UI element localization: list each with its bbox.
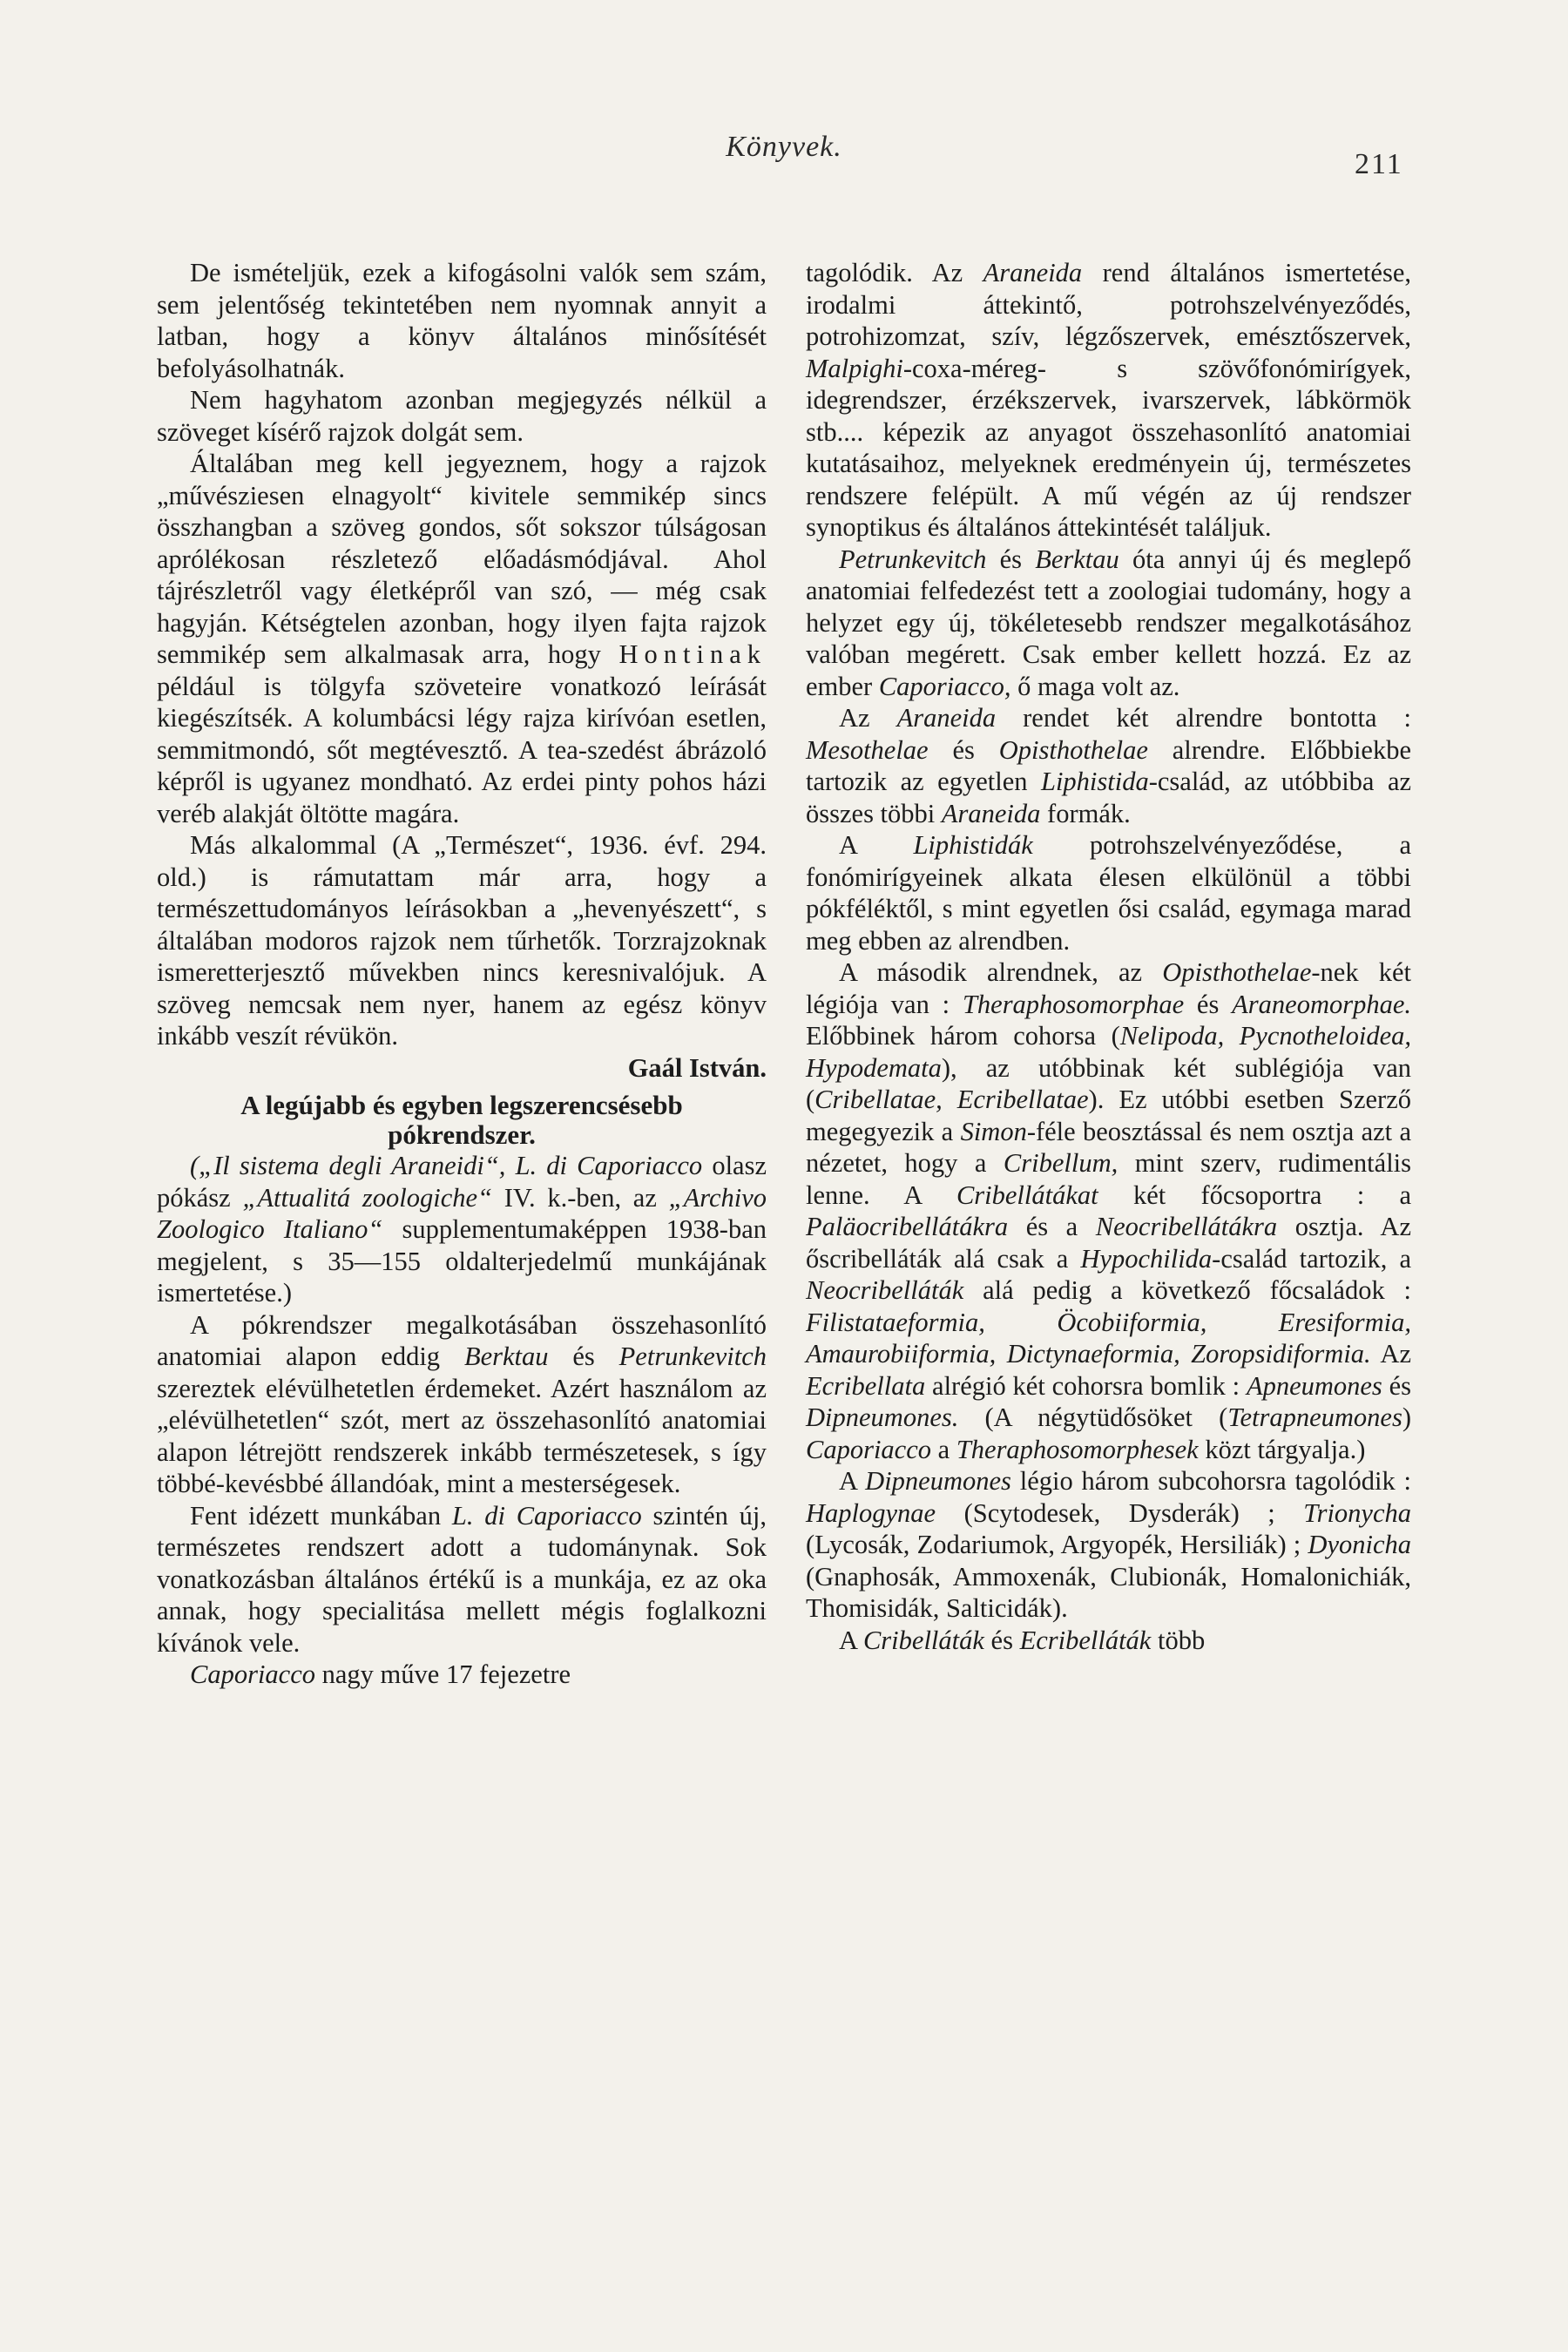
r5-d: Theraphosomorphae bbox=[962, 989, 1185, 1019]
review-signature: Gaál István. bbox=[627, 1052, 767, 1083]
p5-name-petrunkevitch: Petrunkevitch bbox=[618, 1342, 767, 1371]
r2-c: Berktau bbox=[1035, 544, 1119, 574]
p5-rest: szereztek elévülhetetlen érdemeket. Azért használom az „elévülhetetlen“ szót, mert az összehasonlító anatomiai alapon létrejött rendszerek inkább természetesek, s így többé-kevésbbé állandóak, mint a mesterségesek. bbox=[157, 1373, 767, 1498]
r5-q: két főcsoportra : bbox=[1132, 1179, 1365, 1210]
r5-s: Paläocribellátákra bbox=[806, 1212, 1009, 1241]
left-paragraph-3 bbox=[157, 448, 767, 829]
r5-ll: Theraphosomorphesek bbox=[956, 1434, 1199, 1464]
r5-families: Filistataeformia, Öcobiiformia, Eresiformia, Amaurobiiformia, Dictynaeformia, Zoropsidiformia. bbox=[806, 1307, 1411, 1369]
r5-i: ), az utóbbinak két sublégiója van ( bbox=[806, 1052, 1411, 1114]
left-paragraph-3-text: Általában meg kell jegyeznem, hogy a rajzok „művésziesen elnagyolt“ kivitele semmikép sincs összhangban a szöveg gondos, sőt sokszor túlságosan aprólékosan részletező előadásmódjával. Ahol tájrészletről vagy életképről van szó, — még csak hagyján. Kétségtelen azonban, hogy ilyen fajta rajzok semmikép sem alkalmasak arra, hogy bbox=[157, 449, 767, 669]
r5-v: osztja. Az őscribelláták alá csak a bbox=[806, 1212, 1411, 1274]
r7-c: és bbox=[990, 1625, 1013, 1655]
r2-b: és bbox=[999, 544, 1022, 574]
r5-jj: Caporiacco bbox=[806, 1434, 932, 1464]
author-name-honti: Hontinak bbox=[618, 639, 767, 669]
r3-e: és bbox=[952, 734, 975, 765]
r3-k: formák. bbox=[1047, 798, 1131, 828]
r1-b: Araneida bbox=[983, 258, 1083, 287]
section-title-line-2: pókrendszer. bbox=[388, 1119, 536, 1150]
r1-c: rend általános ismertetése, irodalmi áttekintő, potrohszelvényeződés, potrohizomzat, szív, légzőszervek, emésztőszervek, bbox=[806, 258, 1411, 351]
r6-f: Trionycha bbox=[1303, 1497, 1411, 1528]
p6-text: Fent idézett munkában bbox=[190, 1500, 442, 1531]
right-paragraph-1 bbox=[806, 257, 1411, 544]
r5-t: és a bbox=[1025, 1212, 1078, 1241]
p7-rest: nagy műve 17 fejezetre bbox=[321, 1659, 571, 1689]
r4-a: A bbox=[839, 830, 857, 860]
bibliographic-reference bbox=[157, 1150, 767, 1309]
r5-aa: Az bbox=[1380, 1339, 1411, 1369]
r7-d: Ecribelláták bbox=[1019, 1625, 1152, 1655]
r6-g: (Lycosák, Zodariumok, Argyopék, Hersiliák) ; bbox=[806, 1530, 1301, 1559]
p7-name: Caporiacco bbox=[190, 1659, 316, 1689]
r2-e: Caporiacco, bbox=[878, 671, 1011, 701]
r6-e: (Scytodesek, Dysderák) ; bbox=[963, 1497, 1275, 1528]
r5-o: mint szerv, rudimentális lenne. A bbox=[806, 1148, 1412, 1210]
left-paragraph-3-rest: például is tölgyfa szöveteire vonatkozó leírását kiegészítsék. A kolumbácsi légy rajza kirívóan esetlen, semmitmondó, sőt megtévesztő. A tea-szedést ábrázoló képről is ugyanez mondható. Az erdei pinty pohos házi veréb alakját öltötte magára. bbox=[157, 671, 767, 828]
r7-e: több bbox=[1157, 1625, 1206, 1655]
ref-text-2: IV. k.-ben, az bbox=[504, 1182, 657, 1213]
r4-c: potrohszelvényeződése, a fonómirígyeinek alkata élesen elkülönül a többi pókféléktől, s mint egyetlen ősi család, egymaga marad meg ebben az alrendben. bbox=[806, 830, 1411, 956]
r5-g: Előbbinek három cohorsa ( bbox=[806, 1021, 1120, 1051]
left-column bbox=[157, 257, 767, 1691]
r5-n: Cribellum, bbox=[1003, 1148, 1119, 1178]
r5-e: és bbox=[1196, 989, 1220, 1019]
right-paragraph-5 bbox=[806, 956, 1411, 1465]
p6-rest: szintén új, természetes rendszert adott a tudománynak. Sok vonatkozásban általános értékű is a munkája, ez az oka annak, hogy specialitása mellett mégis foglalkozni kívánok vele. bbox=[157, 1500, 767, 1658]
r3-a: Az bbox=[839, 703, 870, 733]
r5-ii: ) bbox=[1402, 1402, 1411, 1432]
r6-d: Haplogynae bbox=[806, 1497, 936, 1528]
r1-a: tagolódik. Az bbox=[806, 258, 963, 287]
right-paragraph-3 bbox=[806, 702, 1411, 829]
p5-name-berktau: Berktau bbox=[463, 1342, 549, 1371]
r3-b: Araneida bbox=[896, 703, 997, 733]
right-paragraph-4 bbox=[806, 829, 1411, 956]
r3-i: -család, az utóbbiba az összes többi bbox=[806, 767, 1412, 828]
r6-c: légio három subcohorsra tagolódik : bbox=[1019, 1466, 1411, 1496]
r3-c: rendet két alrendre bontotta : bbox=[1023, 703, 1411, 733]
r1-e: -coxa-méreg- s szövőfonómirígyek, idegrendszer, érzékszervek, ivarszervek, lábkörmök stb.... képezik az anyagot összehasonlító anatomiai kutatásaihoz, melyeknek eredményein új, természetes rendszere felépült. A mű végén az új rendszer synoptikus és általános áttekintését találjuk. bbox=[806, 353, 1411, 542]
right-column bbox=[806, 257, 1411, 1656]
section-title-line-1: A legújabb és egyben legszerencsésebb bbox=[240, 1090, 683, 1120]
r5-c: -nek két légiója van : bbox=[806, 957, 1411, 1019]
r5-z: alá pedig a következő főcsaládok : bbox=[983, 1275, 1411, 1305]
r6-b: Dipneumones bbox=[865, 1466, 1011, 1496]
r3-d: Mesothelae bbox=[806, 734, 929, 765]
ref-journal-1: „Attualitá zoologiche“ bbox=[242, 1182, 493, 1213]
r2-d: óta annyi új és meglepő anatomiai felfedezést tett a zoologiai tudomány, hogy a helyzet egy új, tökéletesebb rendszer megalkotásához valóban megérett. Csak ember kellett hozzá. Ez az ember bbox=[806, 544, 1412, 701]
r5-a: A második alrendnek, az bbox=[839, 957, 1143, 987]
p6-name: L. di Caporiacco bbox=[451, 1500, 642, 1531]
running-title: Könyvek. bbox=[726, 131, 842, 163]
r6-i: (Gnaphosák, Ammoxenák, Clubionák, Homalonichiák, Thomisidák, Salticidák). bbox=[806, 1561, 1411, 1623]
r7-a: A bbox=[839, 1625, 857, 1655]
r5-l: Simon bbox=[960, 1116, 1027, 1146]
r3-f: Opisthothelae bbox=[998, 734, 1148, 765]
r5-ff: Dipneumones. bbox=[806, 1402, 959, 1432]
r5-j: Cribellatae, Ecribellatae bbox=[814, 1085, 1089, 1114]
right-paragraph-2 bbox=[806, 544, 1411, 703]
p5-and: és bbox=[572, 1342, 595, 1371]
r5-bb: Ecribellata bbox=[806, 1370, 926, 1401]
r5-w: Hypochilida bbox=[1080, 1243, 1213, 1274]
r6-a: A bbox=[839, 1466, 857, 1496]
p5-text: A pókrendszer megalkotásában összehasonlító anatomiai alapon eddig bbox=[157, 1309, 767, 1371]
page-number: 211 bbox=[1355, 148, 1403, 180]
r5-y: Neocribelláták bbox=[806, 1275, 964, 1305]
ref-text-1: olasz pókász bbox=[157, 1151, 767, 1213]
left-paragraph-5 bbox=[157, 1309, 767, 1500]
r3-j: Araneida bbox=[941, 798, 1041, 828]
left-paragraph-1: De ismételjük, ezek a kifogásolni valók sem szám, sem jelentőség tekintetében nem nyomnak annyit a latban, hogy a könyv általános minősítését befolyásolhatnák. bbox=[157, 258, 767, 383]
r5-p: Cribellátákat bbox=[956, 1179, 1098, 1210]
r5-dd: Apneumones bbox=[1246, 1370, 1382, 1401]
r5-gg: (A négytüdősöket ( bbox=[984, 1402, 1228, 1432]
r5-b: Opisthothelae bbox=[1162, 957, 1312, 987]
r5-f: Araneomorphae. bbox=[1232, 989, 1412, 1019]
r5-m: -féle beosztással és nem osztja azt a nézetet, hogy a bbox=[806, 1116, 1412, 1178]
r2-a: Petrunkevitch bbox=[839, 544, 987, 574]
r4-b: Liphistidák bbox=[913, 830, 1033, 860]
r2-f: ő maga volt az. bbox=[1017, 671, 1180, 701]
r6-h: Dyonicha bbox=[1308, 1530, 1411, 1559]
r5-r: a bbox=[1399, 1179, 1412, 1210]
r1-d: Malpighi bbox=[806, 353, 903, 383]
r3-g: alrendre. Előbbiekbe tartozik az egyetlen bbox=[806, 734, 1412, 796]
r5-u: Neocribellátákra bbox=[1095, 1212, 1278, 1241]
left-paragraph-4: Más alkalommal (A „Természet“, 1936. évf. 294. old.) is rámutattam már arra, hogy a természettudományos leírásokban a „hevenyészett“, s általában modoros rajzok nem tűrhetők. Torzrajzoknak ismeretterjesztő művekben nincs keresnivalójuk. A szöveg nemcsak nem nyer, hanem az egész könyv inkább veszít révükön. bbox=[157, 830, 767, 1051]
r5-ee: és bbox=[1389, 1370, 1412, 1401]
left-paragraph-6 bbox=[157, 1500, 767, 1659]
r5-hh: Tetrapneumones bbox=[1227, 1402, 1402, 1432]
r5-cc: alrégió két cohorsra bomlik : bbox=[932, 1370, 1240, 1401]
left-paragraph-7 bbox=[157, 1659, 767, 1691]
ref-text-3: supplementumaképpen 1938-ban megjelent, s 35—155 oldalterjedelmű munkájának ismertetése.) bbox=[157, 1214, 767, 1308]
left-paragraph-2: Nem hagyhatom azonban megjegyzés nélkül a szöveget kísérő rajzok dolgát sem. bbox=[157, 385, 767, 447]
right-paragraph-7 bbox=[806, 1625, 1411, 1657]
r7-b: Cribelláták bbox=[862, 1625, 984, 1655]
right-paragraph-6 bbox=[806, 1465, 1411, 1625]
ref-journal-2: „Archivo Zoologico Italiano“ bbox=[157, 1182, 767, 1244]
r5-h: Nelipoda, Pycnotheloidea, Hypodemata bbox=[806, 1021, 1411, 1083]
r5-k: ). Ez utóbbi esetben Szerző megegyezik a bbox=[806, 1085, 1411, 1146]
r3-h: Liphistida bbox=[1040, 767, 1149, 796]
ref-title: („Il sistema degli Araneidi“, L. di Caporiacco bbox=[190, 1151, 703, 1180]
r5-kk: a bbox=[937, 1434, 950, 1464]
section-title bbox=[157, 1091, 767, 1150]
r5-mm: közt tárgyalja.) bbox=[1205, 1434, 1366, 1464]
r5-x: -család tartozik, a bbox=[1212, 1243, 1411, 1274]
